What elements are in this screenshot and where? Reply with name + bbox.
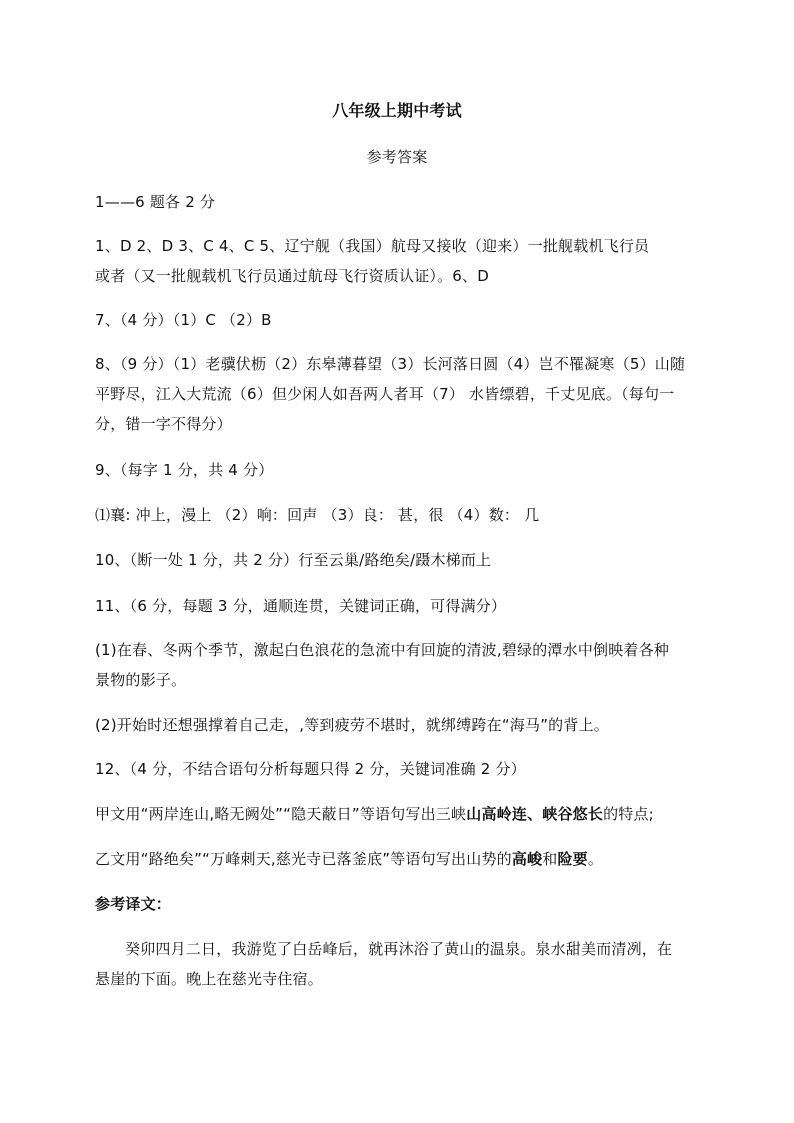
text-line: 8、（9 分）（1）老骥伏枥（2）东皋薄暮望（3）长河落日圆（4）岂不罹凝寒（5）山随 <box>95 355 686 373</box>
text-span: 和 <box>542 850 558 868</box>
text-line: (2)开始时还想强撑着自己走，,等到疲劳不堪时，就绑缚跨在“海马”的背上。 <box>95 716 609 734</box>
bold-keyword: 山高岭连、峡谷悠长 <box>466 805 604 823</box>
bold-keyword: 高峻 <box>511 850 543 868</box>
text-line: 9、（每字 1 分，共 4 分） <box>95 461 274 479</box>
text-line: (1)在春、冬两个季节，激起白色浪花的急流中有回旋的清波,碧绿的潭水中倒映着各种 <box>95 641 670 659</box>
text-span: 乙文用“路绝矣”“万峰刺天,慈光寺已落釜底”等语句写出山势的 <box>95 850 512 868</box>
text-line: ⑴襄: 冲上，漫上 （2）响：回声 （3）良： 甚，很 （4）数： 几 <box>95 506 540 524</box>
text-span: 甲文用“两岸连山,略无阙处”“隐天蔽日”等语句写出三峡 <box>95 805 467 823</box>
text-line: 7、（4 分）（1）C （2）B <box>95 311 272 329</box>
translation-line: 悬崖的下面。晚上在慈光寺住宿。 <box>95 970 324 988</box>
text-line: 1——6 题各 2 分 <box>95 193 216 211</box>
text-line: 11、（6 分，每题 3 分，通顺连贯，关键词正确，可得满分） <box>95 597 507 615</box>
text-span: 。 <box>587 850 604 868</box>
translation-heading: 参考译文： <box>95 895 172 913</box>
text-line: 12、（4 分，不结合语句分析每题只得 2 分，关键词准确 2 分） <box>95 760 526 778</box>
page-title: 八年级上期中考试 <box>332 101 462 120</box>
bold-keyword: 险要 <box>557 850 588 868</box>
text-span: 的特点; <box>603 805 654 823</box>
text-line: 景物的影子。 <box>95 671 187 689</box>
text-line: 或者（又一批舰载机飞行员通过航母飞行资质认证）。6、D <box>95 267 489 285</box>
text-line: 平野尽，江入大荒流（6）但少闲人如吾两人者耳（7） 水皆缥碧，千丈见底。（每句一 <box>95 385 675 403</box>
page-subtitle: 参考答案 <box>366 148 428 166</box>
text-line: 1、D 2、D 3、C 4、C 5、辽宁舰（我国）航母又接收（迎来）一批舰载机飞行员 <box>95 237 650 255</box>
text-line: 分，错一字不得分） <box>95 415 232 433</box>
text-line: 10、（断一处 1 分，共 2 分）行至云巢/路绝矣/蹑木梯而上 <box>95 551 492 569</box>
answer-12-yi <box>95 849 603 869</box>
translation-line: 癸卯四月二日，我游览了白岳峰后，就再沐浴了黄山的温泉。泉水甜美而清冽，在 <box>125 940 673 958</box>
answer-12-jia <box>95 804 654 824</box>
